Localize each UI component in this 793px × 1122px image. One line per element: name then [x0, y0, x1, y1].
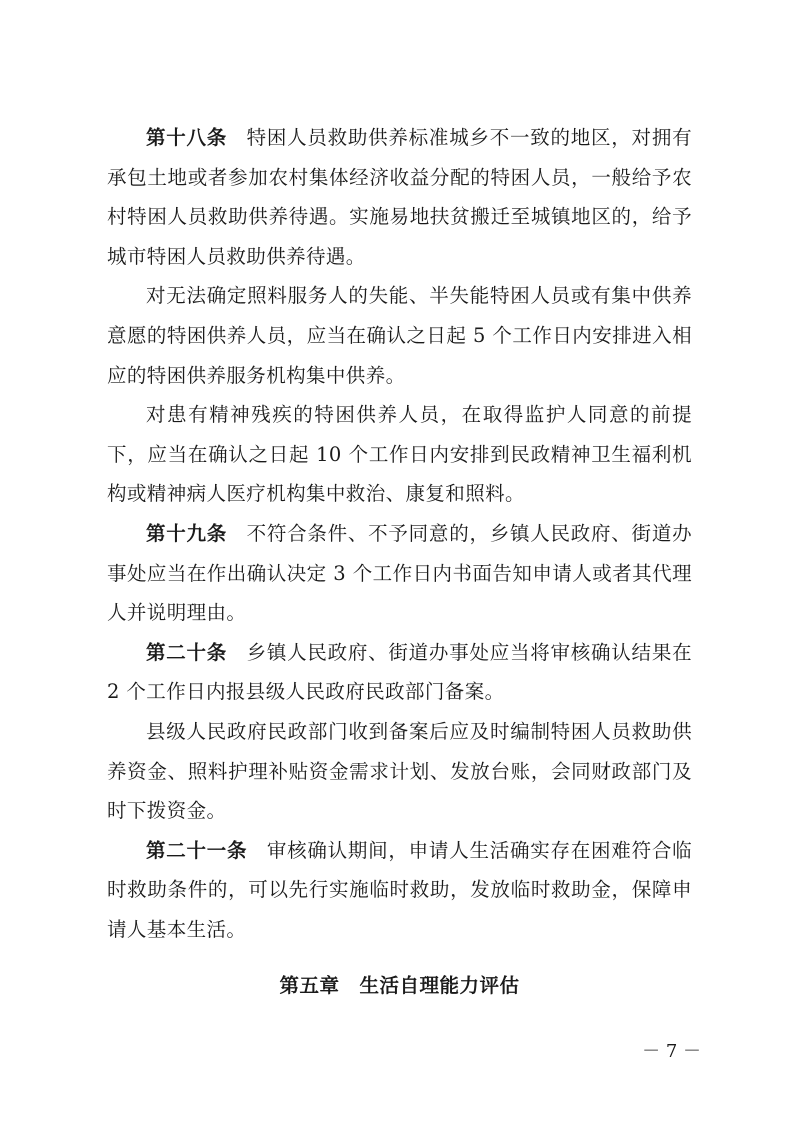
- article-19-title: 第十九条: [146, 521, 228, 545]
- article-20-title: 第二十条: [146, 640, 228, 664]
- article-18-clause-3: [107, 395, 692, 514]
- chapter-heading: 第五章 生活自理能力评估: [279, 974, 520, 997]
- article-21-paragraph: [107, 831, 692, 950]
- article-18-paragraph: [107, 118, 692, 276]
- body-text: [107, 118, 692, 949]
- article-18-clause-3-text: 对患有精神残疾的特困供养人员，在取得监护人同意的前提下，应当在确认之日起 10 个工作日内安排到民政精神卫生福利机构或精神病人医疗机构集中救治、康复和照料。: [107, 403, 692, 506]
- article-18-clause-2-text: 对无法确定照料服务人的失能、半失能特困人员或有集中供养意愿的特困供养人员，应当在确认之日起 5 个工作日内安排进入相应的特困供养服务机构集中供养。: [107, 284, 692, 387]
- article-18-title: 第十八条: [146, 126, 228, 149]
- article-20-paragraph: [107, 633, 692, 712]
- article-19-text: 不符合条件、不予同意的，乡镇人民政府、街道办事处应当在作出确认决定 3 个工作日内书面告知申请人或者其代理人并说明理由。: [107, 521, 692, 625]
- article-20-clause-2: [107, 712, 692, 831]
- article-20-clause-2-text: 县级人民政府民政部门收到备案后应及时编制特困人员救助供养资金、照料护理补贴资金需求计划、发放台账，会同财政部门及时下拨资金。: [107, 719, 692, 823]
- page-number: － 7 －: [642, 1041, 701, 1062]
- article-19-paragraph: [107, 514, 692, 633]
- article-21-text: 审核确认期间，申请人生活确实存在困难符合临时救助条件的，可以先行实施临时救助，发放临时救助金，保障申请人基本生活。: [107, 838, 692, 941]
- article-18-clause-2: [107, 276, 692, 395]
- article-20-text: 乡镇人民政府、街道办事处应当将审核确认结果在 2 个工作日内报县级人民政府民政部门备案。: [107, 640, 692, 704]
- article-21-title: 第二十一条: [146, 838, 248, 862]
- article-18-text: 特困人员救助供养标准城乡不一致的地区，对拥有承包土地或者参加农村集体经济收益分配的特困人员，一般给予农村特困人员救助供养待遇。实施易地扶贫搬迁至城镇地区的，给予城市特困人员救助供养待遇。: [107, 126, 692, 268]
